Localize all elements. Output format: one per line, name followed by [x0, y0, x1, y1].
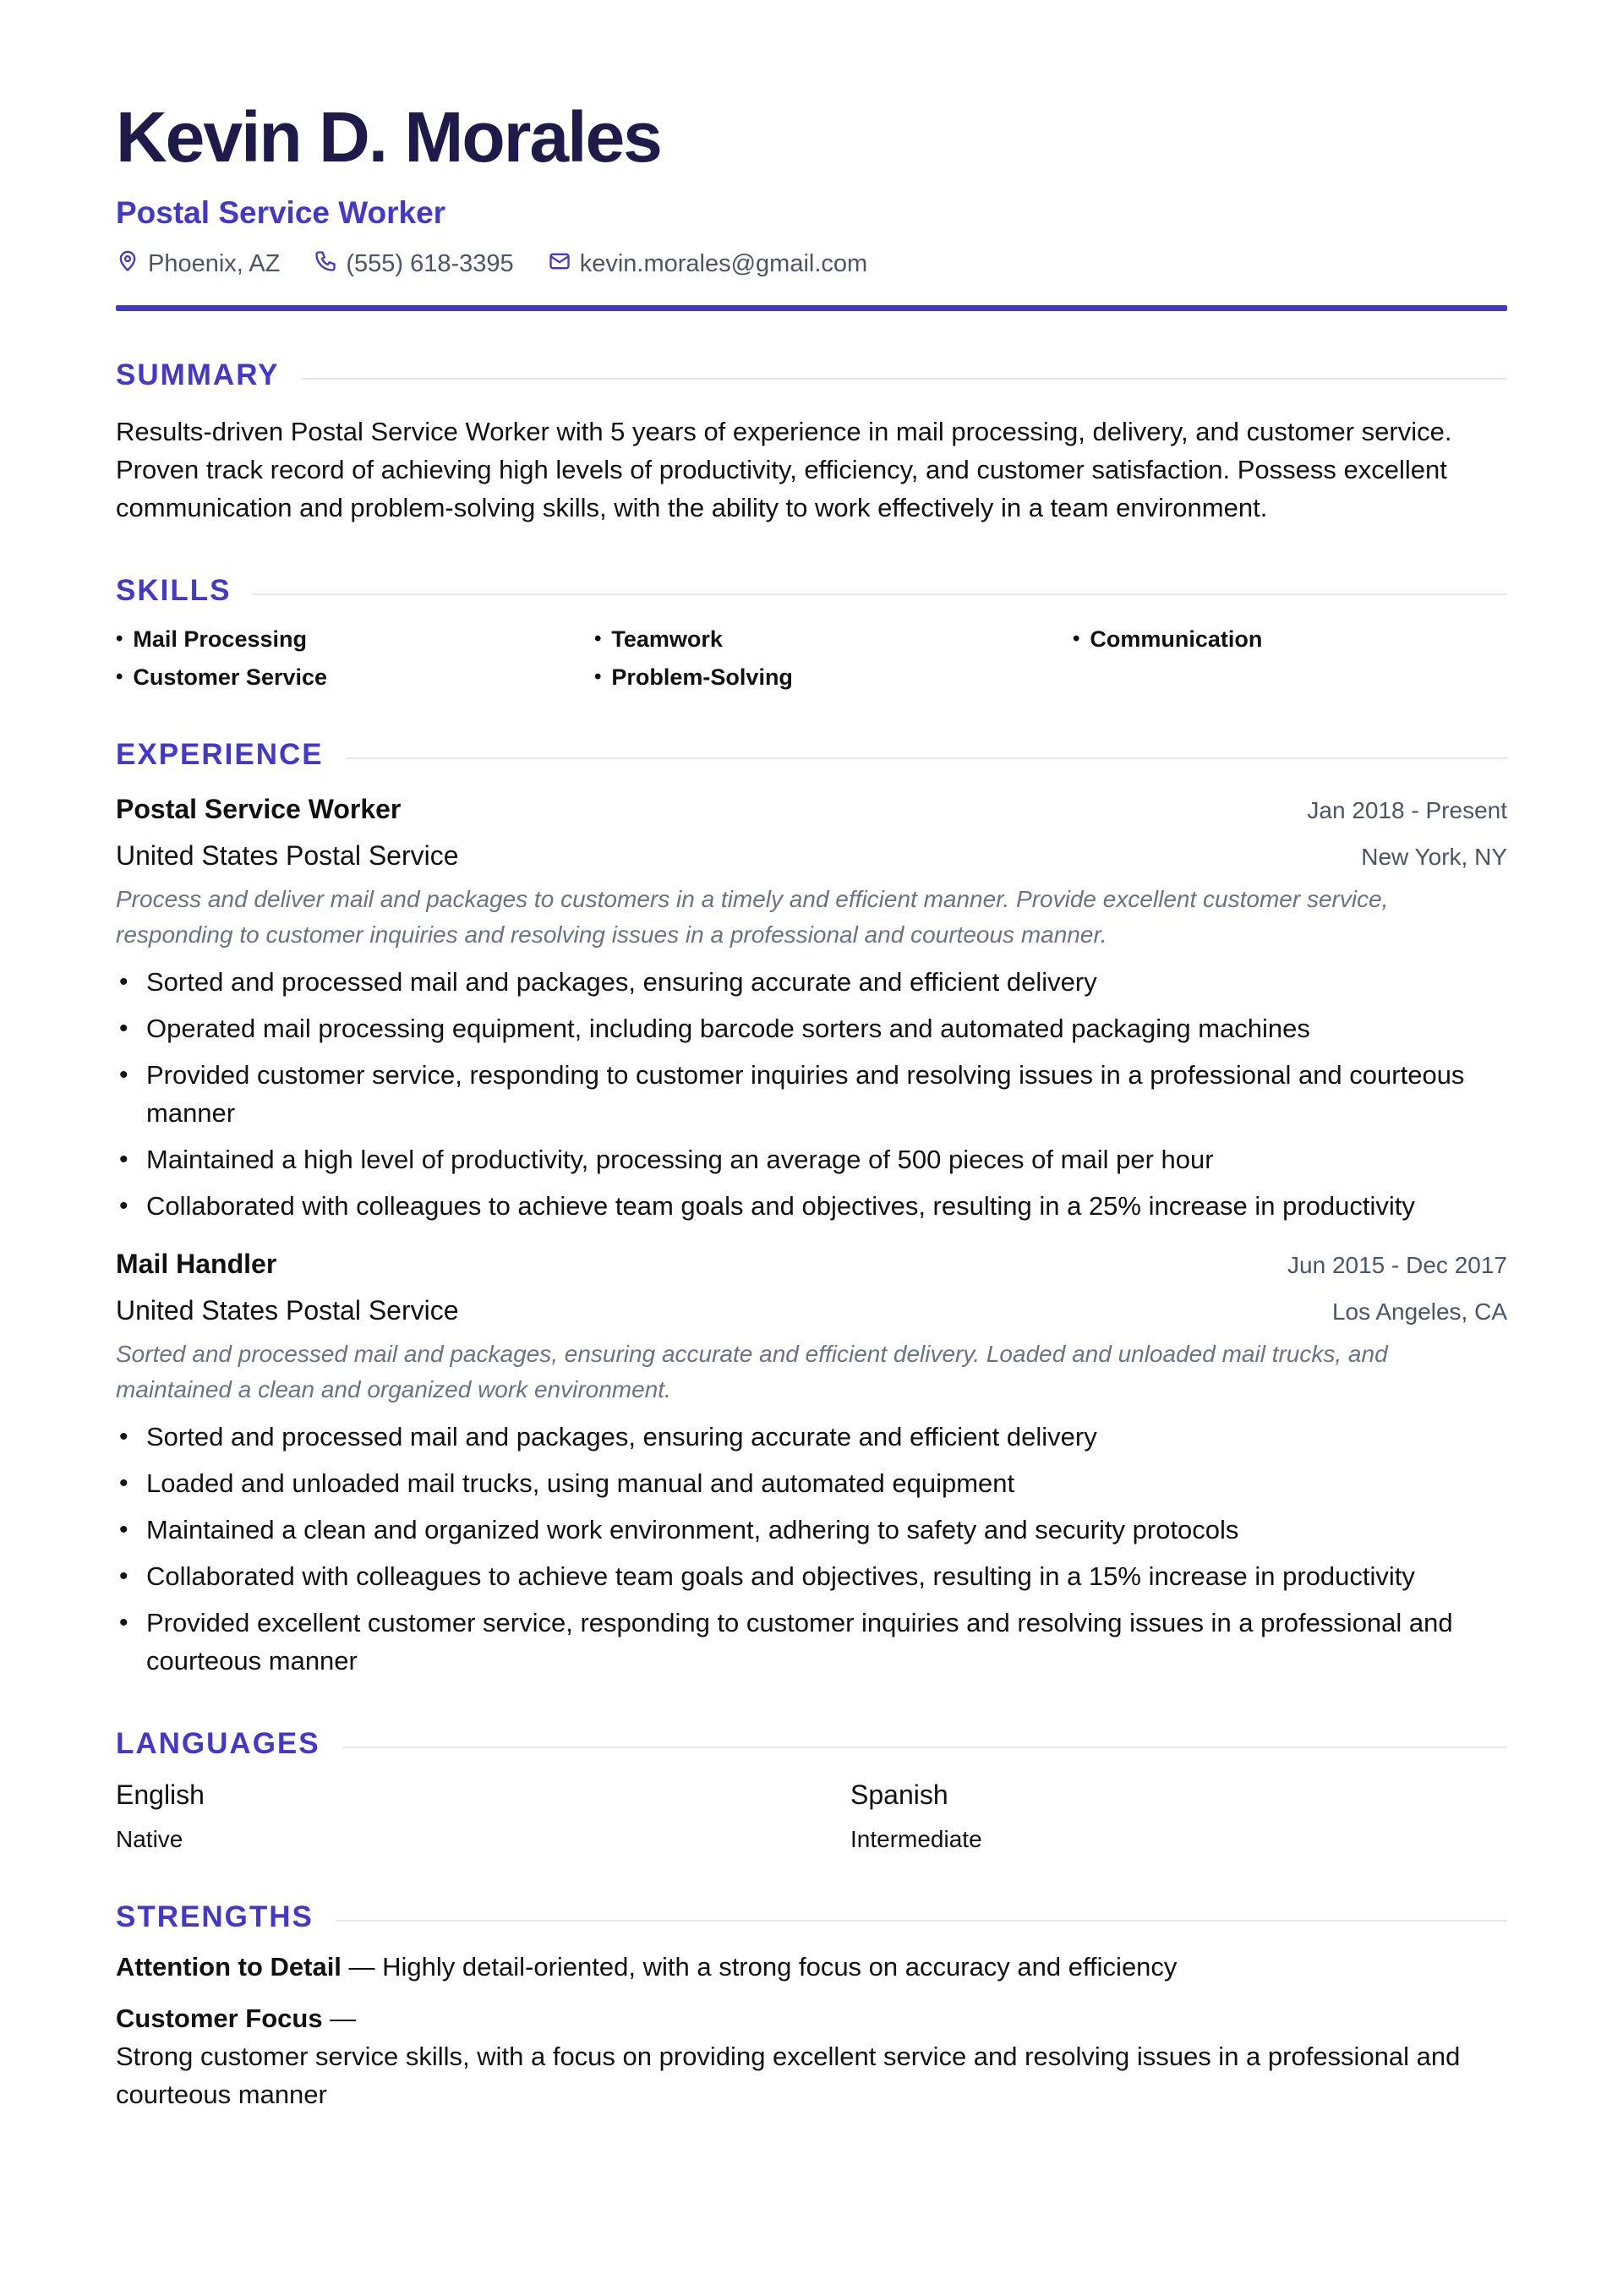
section-header — [116, 1900, 1507, 1934]
language-name: Spanish — [850, 1779, 948, 1810]
bullet-icon: • — [116, 627, 123, 651]
skill-label: Customer Service — [133, 664, 328, 690]
skill-item — [116, 626, 594, 653]
job-description: Process and deliver mail and packages to customers in a timely and efficient manner. Provide excellent customer service, responding to customer inquiries and resolving issues in a professional and courteous manner. — [116, 885, 1389, 948]
list-item: • Maintained a high level of productivity, processing an average of 500 pieces of mail per hour — [116, 1140, 1507, 1178]
bullet-icon: • — [594, 627, 602, 651]
summary-section — [116, 358, 1507, 527]
job-dates: Jan 2018 - Present — [1307, 796, 1507, 823]
job-bullets — [116, 1418, 1507, 1680]
contact-email — [548, 249, 867, 280]
location-pin-icon — [116, 249, 139, 280]
section-title: SUMMARY — [116, 358, 280, 391]
skill-label: Communication — [1090, 626, 1263, 652]
section-header — [116, 358, 1507, 392]
section-divider — [342, 1747, 1507, 1748]
location-text: Phoenix, AZ — [148, 250, 281, 278]
skill-label: Mail Processing — [133, 626, 307, 652]
job-bullets — [116, 963, 1507, 1225]
section-divider — [336, 1920, 1507, 1922]
strength-text: Highly detail-oriented, with a strong focus on accuracy and efficiency — [382, 1951, 1178, 1982]
job-company: United States Postal Service — [116, 839, 459, 871]
skill-item — [594, 664, 1073, 691]
list-item: • Operated mail processing equipment, including barcode sorters and automated packaging machines — [116, 1009, 1507, 1047]
skills-section — [116, 574, 1507, 691]
contact-phone — [314, 249, 513, 280]
strength-item — [116, 1948, 1507, 1986]
section-divider — [346, 757, 1507, 759]
languages-section — [116, 1727, 1507, 1853]
section-header — [116, 574, 1507, 608]
section-divider — [302, 378, 1507, 380]
section-header — [116, 1727, 1507, 1761]
bullet-icon: • — [594, 665, 602, 689]
skill-label: Teamwork — [611, 626, 723, 652]
email-link[interactable]: kevin.morales@gmail.com — [579, 250, 868, 278]
section-title: EXPERIENCE — [116, 737, 324, 771]
section-title: STRENGTHS — [116, 1900, 314, 1933]
contact-bar — [116, 249, 1507, 280]
section-title: SKILLS — [116, 573, 232, 607]
experience-section — [116, 738, 1507, 1680]
job-title: Mail Handler — [116, 1248, 277, 1279]
header-divider — [116, 305, 1507, 311]
strengths-section — [116, 1900, 1507, 2113]
job-entry — [116, 794, 1507, 1225]
contact-location — [116, 249, 280, 280]
list-item: • Sorted and processed mail and packages, ensuring accurate and efficient delivery — [116, 1418, 1507, 1456]
list-item: • Collaborated with colleagues to achieve team goals and objectives, resulting in a 15% increase in productivity — [116, 1557, 1507, 1595]
section-divider — [253, 593, 1507, 595]
languages-grid — [116, 1779, 1507, 1853]
job-location: Los Angeles, CA — [1331, 1298, 1507, 1325]
language-name: English — [116, 1779, 205, 1810]
skill-label: Problem-Solving — [611, 664, 793, 690]
language-level: Native — [116, 1825, 183, 1852]
strength-item — [116, 1999, 1507, 2113]
skill-item — [594, 626, 1073, 653]
job-description: Sorted and processed mail and packages, ensuring accurate and efficient delivery. Loaded and unloaded mail trucks, and maintained a clean and organized work environment. — [116, 1340, 1388, 1402]
job-title-headline: Postal Service Worker — [116, 195, 446, 230]
section-title: LANGUAGES — [116, 1726, 320, 1760]
bullet-icon: • — [1073, 627, 1080, 651]
phone-icon — [314, 249, 337, 280]
strength-title: Attention to Detail — [116, 1951, 342, 1982]
strength-separator: — — [322, 2003, 357, 2033]
language-item — [850, 1779, 1507, 1853]
language-item — [116, 1779, 850, 1853]
phone-text: (555) 618-3395 — [346, 250, 514, 278]
section-header — [116, 738, 1507, 772]
language-level: Intermediate — [850, 1825, 982, 1852]
job-entry — [116, 1249, 1507, 1680]
strength-text: Strong customer service skills, with a focus on providing excellent service and resolving issues in a professional and courteous manner — [116, 2041, 1461, 2109]
list-item: • Provided excellent customer service, responding to customer inquiries and resolving issues in a professional and courteous manner — [116, 1604, 1507, 1680]
list-item: • Collaborated with colleagues to achieve team goals and objectives, resulting in a 25% increase in productivity — [116, 1187, 1507, 1225]
job-dates: Jun 2015 - Dec 2017 — [1287, 1251, 1507, 1278]
job-company: United States Postal Service — [116, 1294, 459, 1326]
skills-grid — [116, 626, 1507, 691]
skill-item — [1073, 626, 1507, 653]
list-item: • Loaded and unloaded mail trucks, using manual and automated equipment — [116, 1464, 1507, 1502]
list-item: • Maintained a clean and organized work environment, adhering to safety and security protocols — [116, 1511, 1507, 1549]
mail-icon — [548, 249, 571, 280]
list-item: • Sorted and processed mail and packages, ensuring accurate and efficient delivery — [116, 963, 1507, 1001]
candidate-name: Kevin D. Morales — [116, 97, 661, 177]
strength-title: Customer Focus — [116, 2003, 323, 2033]
skill-item — [116, 664, 594, 691]
bullet-icon: • — [116, 665, 123, 689]
list-item: • Provided customer service, responding to customer inquiries and resolving issues in a professional and courteous manner — [116, 1056, 1507, 1132]
job-title: Postal Service Worker — [116, 793, 402, 824]
job-location: New York, NY — [1361, 843, 1507, 870]
strength-separator: — — [341, 1951, 383, 1982]
summary-text: Results-driven Postal Service Worker with 5 years of experience in mail processing, delivery, and customer service. Proven track record of achieving high levels of productivity, efficiency, and customer satisfaction. Possess excellent communication and problem-solving skills, with the ability to work effectively in a team environment. — [116, 416, 1452, 522]
